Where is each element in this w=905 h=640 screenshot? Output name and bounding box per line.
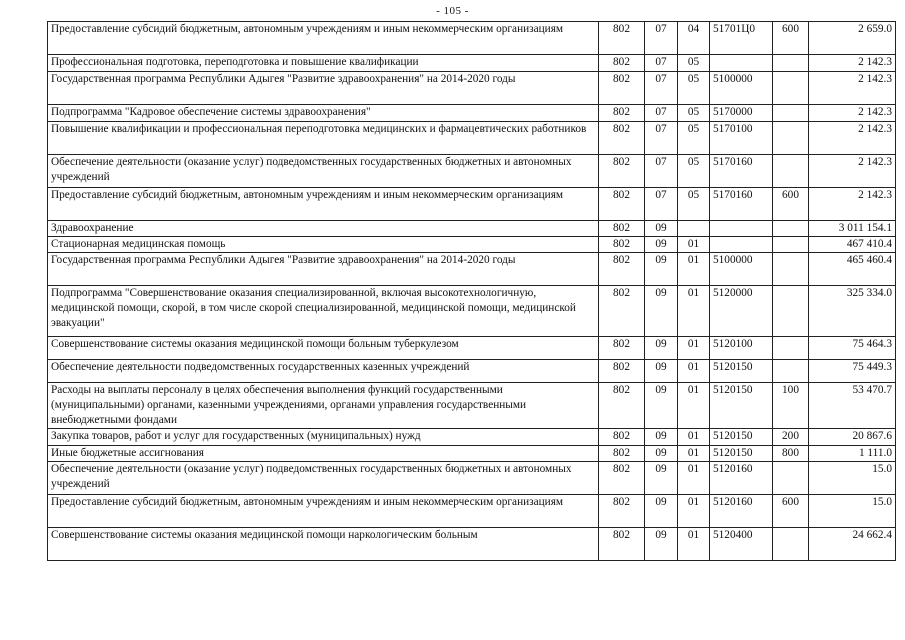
expense-type-code: [773, 528, 809, 561]
subsection-code: 01: [678, 360, 710, 383]
subsection-code: 05: [678, 122, 710, 155]
target-article-code: 5170000: [710, 105, 773, 122]
subsection-code: 01: [678, 237, 710, 253]
subsection-code: 01: [678, 528, 710, 561]
row-name: Государственная программа Республики Адыгея "Развитие здравоохранения" на 2014-2020 годы: [48, 253, 599, 286]
row-name: Здравоохранение: [48, 221, 599, 237]
subsection-code: 01: [678, 286, 710, 337]
section-code: 09: [645, 495, 678, 528]
table-row: [48, 105, 896, 122]
expense-type-code: 600: [773, 188, 809, 221]
section-code: 07: [645, 122, 678, 155]
table-row: [48, 55, 896, 72]
ministry-code: 802: [599, 446, 645, 462]
subsection-code: 01: [678, 253, 710, 286]
row-name: Предоставление субсидий бюджетным, автономным учреждениям и иным некоммерческим организациям: [48, 495, 599, 528]
expense-type-code: [773, 155, 809, 188]
target-article-code: 5120100: [710, 337, 773, 360]
ministry-code: 802: [599, 286, 645, 337]
section-code: 09: [645, 253, 678, 286]
section-code: 07: [645, 55, 678, 72]
row-name: Предоставление субсидий бюджетным, автономным учреждениям и иным некоммерческим организациям: [48, 188, 599, 221]
target-article-code: 51701Ц0: [710, 22, 773, 55]
target-article-code: 5170100: [710, 122, 773, 155]
amount: 2 142.3: [809, 122, 896, 155]
amount: 2 142.3: [809, 155, 896, 188]
amount: 75 464.3: [809, 337, 896, 360]
target-article-code: [710, 237, 773, 253]
row-name: Иные бюджетные ассигнования: [48, 446, 599, 462]
ministry-code: 802: [599, 462, 645, 495]
expense-type-code: [773, 360, 809, 383]
ministry-code: 802: [599, 122, 645, 155]
section-code: 09: [645, 383, 678, 429]
ministry-code: 802: [599, 253, 645, 286]
table-row: [48, 495, 896, 528]
page-number: - 105 -: [436, 5, 469, 17]
ministry-code: 802: [599, 337, 645, 360]
amount: 75 449.3: [809, 360, 896, 383]
ministry-code: 802: [599, 237, 645, 253]
expense-type-code: 600: [773, 495, 809, 528]
table-row: [48, 188, 896, 221]
subsection-code: 04: [678, 22, 710, 55]
ministry-code: 802: [599, 188, 645, 221]
section-code: 07: [645, 188, 678, 221]
table-row: [48, 528, 896, 561]
amount: 2 142.3: [809, 105, 896, 122]
amount: 325 334.0: [809, 286, 896, 337]
table-row: [48, 221, 896, 237]
row-name: Совершенствование системы оказания медицинской помощи больным туберкулезом: [48, 337, 599, 360]
expense-type-code: 600: [773, 22, 809, 55]
amount: 53 470.7: [809, 383, 896, 429]
table-row: [48, 337, 896, 360]
table-row: [48, 122, 896, 155]
amount: 24 662.4: [809, 528, 896, 561]
row-name: Стационарная медицинская помощь: [48, 237, 599, 253]
amount: 15.0: [809, 462, 896, 495]
table-row: [48, 383, 896, 429]
section-code: 09: [645, 528, 678, 561]
row-name: Совершенствование системы оказания медицинской помощи наркологическим больным: [48, 528, 599, 561]
expense-type-code: [773, 462, 809, 495]
row-name: Государственная программа Республики Адыгея "Развитие здравоохранения" на 2014-2020 годы: [48, 72, 599, 105]
amount: 2 659.0: [809, 22, 896, 55]
amount: 1 111.0: [809, 446, 896, 462]
amount: 465 460.4: [809, 253, 896, 286]
expense-type-code: [773, 237, 809, 253]
ministry-code: 802: [599, 495, 645, 528]
target-article-code: 5120000: [710, 286, 773, 337]
subsection-code: 01: [678, 429, 710, 446]
expense-type-code: [773, 337, 809, 360]
subsection-code: 05: [678, 55, 710, 72]
budget-table: [47, 21, 896, 561]
target-article-code: 5120150: [710, 446, 773, 462]
amount: 15.0: [809, 495, 896, 528]
section-code: 09: [645, 360, 678, 383]
table-row: [48, 429, 896, 446]
section-code: 09: [645, 446, 678, 462]
amount: 2 142.3: [809, 188, 896, 221]
section-code: 07: [645, 22, 678, 55]
ministry-code: 802: [599, 383, 645, 429]
subsection-code: [678, 221, 710, 237]
ministry-code: 802: [599, 155, 645, 188]
subsection-code: 05: [678, 155, 710, 188]
ministry-code: 802: [599, 221, 645, 237]
subsection-code: 05: [678, 188, 710, 221]
section-code: 07: [645, 72, 678, 105]
row-name: Закупка товаров, работ и услуг для государственных (муниципальных) нужд: [48, 429, 599, 446]
row-name: Обеспечение деятельности подведомственных государственных казенных учреждений: [48, 360, 599, 383]
amount: 2 142.3: [809, 55, 896, 72]
section-code: 07: [645, 105, 678, 122]
target-article-code: 5120160: [710, 495, 773, 528]
target-article-code: 5100000: [710, 253, 773, 286]
subsection-code: 01: [678, 462, 710, 495]
table-row: [48, 237, 896, 253]
expense-type-code: [773, 72, 809, 105]
subsection-code: 01: [678, 446, 710, 462]
table-row: [48, 72, 896, 105]
target-article-code: 5100000: [710, 72, 773, 105]
ministry-code: 802: [599, 528, 645, 561]
expense-type-code: 100: [773, 383, 809, 429]
table-row: [48, 462, 896, 495]
subsection-code: 01: [678, 495, 710, 528]
ministry-code: 802: [599, 105, 645, 122]
subsection-code: 05: [678, 105, 710, 122]
section-code: 09: [645, 237, 678, 253]
target-article-code: 5120150: [710, 360, 773, 383]
table-body: [48, 22, 896, 561]
section-code: 07: [645, 155, 678, 188]
ministry-code: 802: [599, 55, 645, 72]
expense-type-code: [773, 105, 809, 122]
amount: 3 011 154.1: [809, 221, 896, 237]
row-name: Повышение квалификации и профессиональная переподготовка медицинских и фармацевтических работников: [48, 122, 599, 155]
subsection-code: 01: [678, 383, 710, 429]
amount: 467 410.4: [809, 237, 896, 253]
target-article-code: 5170160: [710, 155, 773, 188]
section-code: 09: [645, 286, 678, 337]
row-name: Профессиональная подготовка, переподготовка и повышение квалификации: [48, 55, 599, 72]
ministry-code: 802: [599, 429, 645, 446]
section-code: 09: [645, 221, 678, 237]
section-code: 09: [645, 462, 678, 495]
target-article-code: 5120150: [710, 429, 773, 446]
ministry-code: 802: [599, 22, 645, 55]
expense-type-code: [773, 286, 809, 337]
row-name: Обеспечение деятельности (оказание услуг) подведомственных государственных бюджетных и автономных учреждений: [48, 462, 599, 495]
subsection-code: 05: [678, 72, 710, 105]
row-name: Предоставление субсидий бюджетным, автономным учреждениям и иным некоммерческим организациям: [48, 22, 599, 55]
table-row: [48, 446, 896, 462]
target-article-code: 5120150: [710, 383, 773, 429]
expense-type-code: 200: [773, 429, 809, 446]
expense-type-code: [773, 122, 809, 155]
target-article-code: [710, 55, 773, 72]
table-row: [48, 360, 896, 383]
table-row: [48, 155, 896, 188]
section-code: 09: [645, 429, 678, 446]
subsection-code: 01: [678, 337, 710, 360]
target-article-code: 5120400: [710, 528, 773, 561]
row-name: Подпрограмма "Кадровое обеспечение системы здравоохранения": [48, 105, 599, 122]
row-name: Расходы на выплаты персоналу в целях обеспечения выполнения функций государственными (муниципальными) органами, казенными учреждениями, органами управления государственными внебюджетными фондами: [48, 383, 599, 429]
table-row: [48, 253, 896, 286]
expense-type-code: [773, 253, 809, 286]
expense-type-code: [773, 221, 809, 237]
table-row: [48, 286, 896, 337]
section-code: 09: [645, 337, 678, 360]
amount: 20 867.6: [809, 429, 896, 446]
expense-type-code: [773, 55, 809, 72]
target-article-code: [710, 221, 773, 237]
ministry-code: 802: [599, 360, 645, 383]
table-row: [48, 22, 896, 55]
ministry-code: 802: [599, 72, 645, 105]
row-name: Обеспечение деятельности (оказание услуг) подведомственных государственных бюджетных и автономных учреждений: [48, 155, 599, 188]
row-name: Подпрограмма "Совершенствование оказания специализированной, включая высокотехнологичную, медицинской помощи, скорой, в том числе скорой специализированной, медицинской помощи, медицинской эвакуации": [48, 286, 599, 337]
target-article-code: 5120160: [710, 462, 773, 495]
amount: 2 142.3: [809, 72, 896, 105]
target-article-code: 5170160: [710, 188, 773, 221]
expense-type-code: 800: [773, 446, 809, 462]
